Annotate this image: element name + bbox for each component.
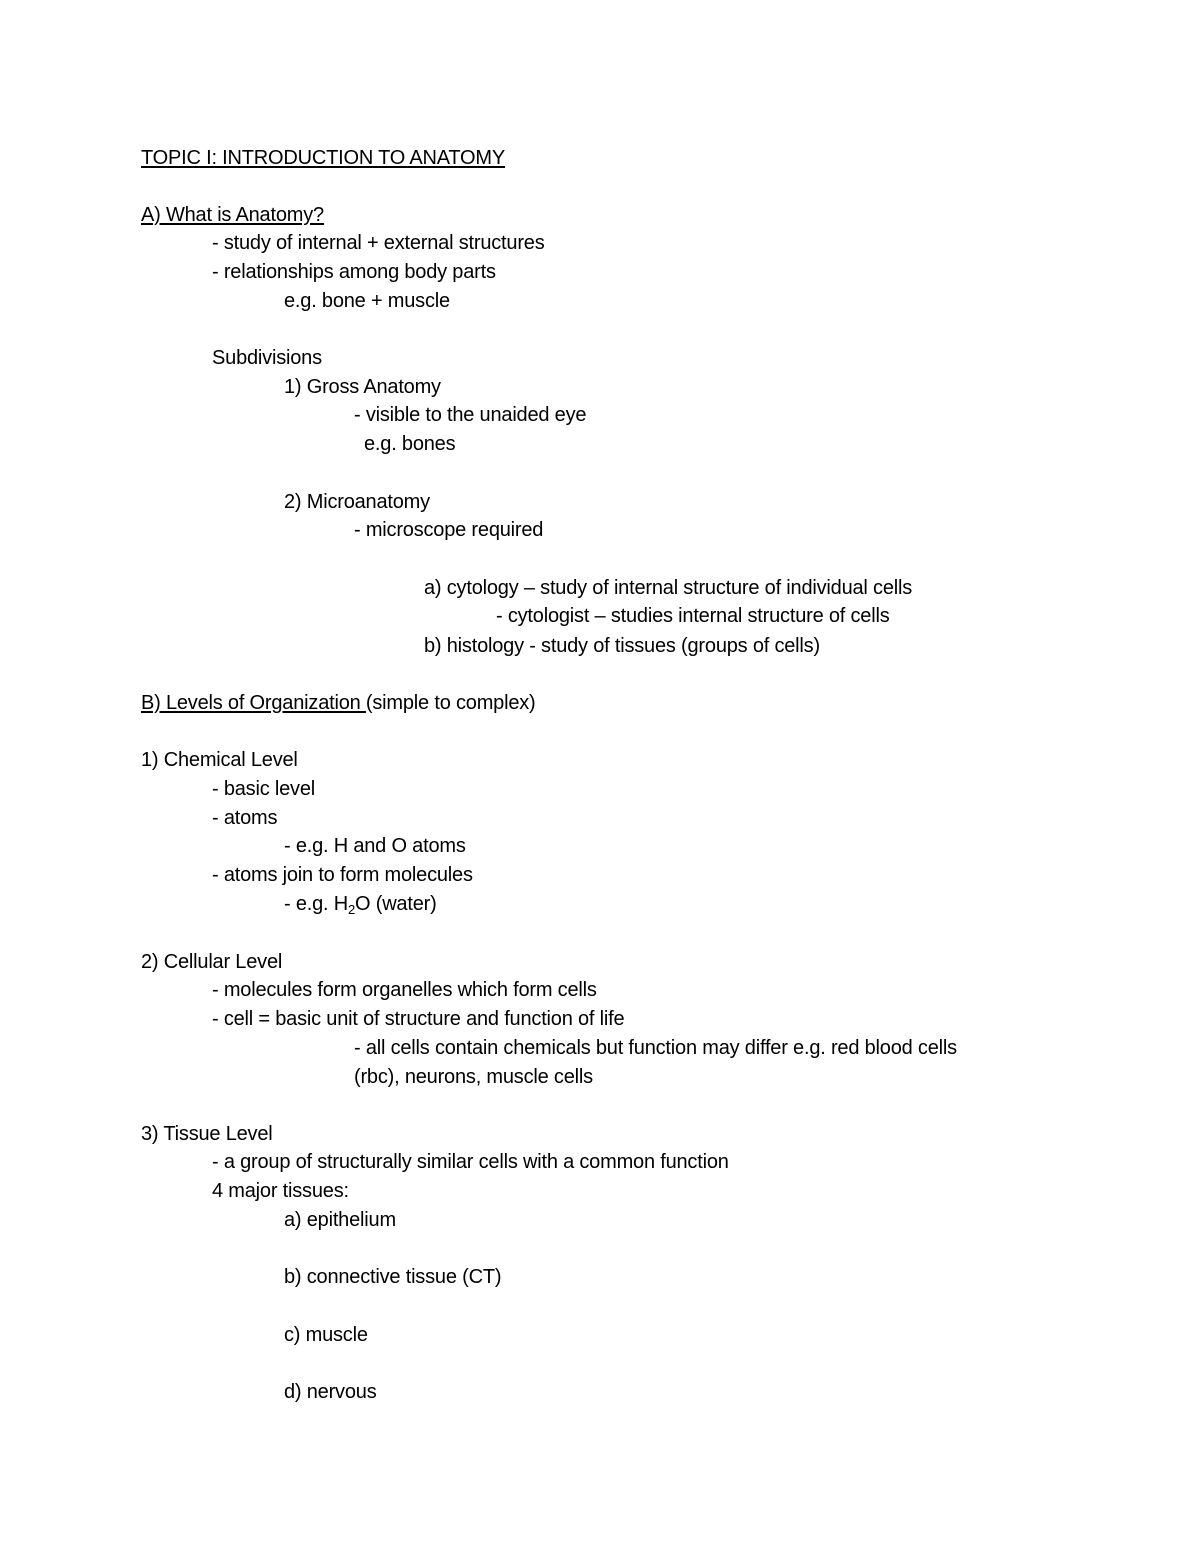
cytologist-line: - cytologist – studies internal structure of cells [496, 605, 890, 627]
gross-anatomy-heading: 1) Gross Anatomy [284, 376, 441, 398]
chemical-level-heading: 1) Chemical Level [141, 749, 298, 771]
cytology-line: a) cytology – study of internal structure of individual cells [424, 577, 913, 599]
chemical-atoms: - atoms [212, 807, 278, 829]
cellular-chemicals-line-2: (rbc), neurons, muscle cells [354, 1066, 593, 1088]
gross-anatomy-example: e.g. bones [364, 433, 456, 455]
chemical-molecules: - atoms join to form molecules [212, 864, 473, 886]
tissue-type-nervous: d) nervous [284, 1381, 377, 1403]
water-subscript: 2 [347, 902, 356, 917]
section-b-heading-row [141, 691, 536, 715]
subdivisions-label: Subdivisions [212, 347, 322, 369]
cellular-level-heading: 2) Cellular Level [141, 951, 283, 973]
gross-anatomy-point: - visible to the unaided eye [354, 404, 587, 426]
anatomy-point-1: - study of internal + external structures [212, 232, 545, 254]
tissue-type-muscle: c) muscle [284, 1324, 368, 1346]
water-prefix: - e.g. H [284, 893, 348, 915]
tissue-level-heading: 3) Tissue Level [141, 1123, 273, 1145]
anatomy-example: e.g. bone + muscle [284, 290, 450, 312]
histology-line: b) histology - study of tissues (groups of cells) [424, 635, 820, 657]
microanatomy-heading: 2) Microanatomy [284, 491, 430, 513]
tissue-type-connective: b) connective tissue (CT) [284, 1266, 502, 1288]
document-title: TOPIC I: INTRODUCTION TO ANATOMY [141, 147, 506, 169]
cellular-definition: - cell = basic unit of structure and function of life [212, 1008, 625, 1030]
section-b-heading-suffix: (simple to complex) [365, 692, 536, 714]
section-a-heading: A) What is Anatomy? [141, 204, 324, 226]
water-suffix: O (water) [355, 893, 437, 915]
anatomy-point-2: - relationships among body parts [212, 261, 496, 283]
chemical-water-example [284, 892, 437, 916]
chemical-basic: - basic level [212, 778, 315, 800]
tissue-type-epithelium: a) epithelium [284, 1209, 396, 1231]
chemical-atoms-example: - e.g. H and O atoms [284, 835, 466, 857]
cellular-chemicals-line-1: - all cells contain chemicals but function may differ e.g. red blood cells [354, 1037, 957, 1059]
cellular-organelles: - molecules form organelles which form cells [212, 979, 597, 1001]
microanatomy-point: - microscope required [354, 519, 544, 541]
section-b-heading: B) Levels of Organization [141, 692, 366, 714]
tissue-major-label: 4 major tissues: [212, 1180, 349, 1202]
tissue-definition: - a group of structurally similar cells with a common function [212, 1151, 729, 1173]
